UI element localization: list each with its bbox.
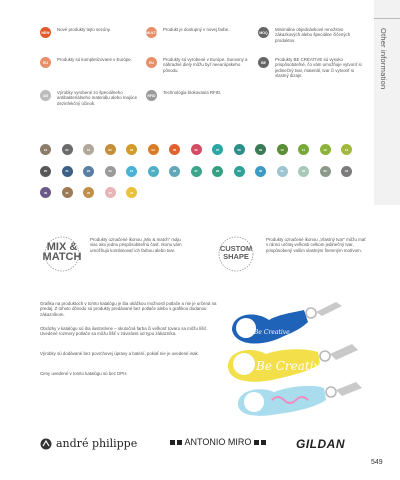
color-swatch: 16: [83, 144, 94, 155]
color-swatch: 23: [105, 166, 116, 177]
color-swatch: 40: [40, 187, 51, 198]
color-swatch: 13: [40, 144, 51, 155]
mix-match-badge: [40, 236, 84, 272]
legend-color-text: Produkt je dostupný v novej farbe.: [163, 27, 230, 32]
mix-match-label-top: MIX &: [46, 241, 78, 253]
legend-antibacterial-text: Výrobky vyrobené zo špeciálneho antibakteriálneho materiálu alebo majúce dezinfekčný účinok.: [57, 90, 138, 106]
paragraph-images: Obrázky v katalógu sú iba ilustratívne – skutočná farba či veľkosť tovaru sa môžu líšiť. Uvedené rozmery potlače sa môžu líšiť v závislosti od typu zákazníka.: [40, 326, 208, 337]
color-swatch: 43: [105, 187, 116, 198]
legend-be-creative-text: Produkty BE CREATIVE sú vysoko prispôsobiteľné, čo vám umožňuje vytvoriť si jedinečný tvar, materiál, tvar či vytvoriť si vlastný dizajn.: [275, 57, 362, 79]
rfid-icon: RFID: [146, 90, 157, 101]
antonio-miro-square-icon: [261, 440, 266, 445]
color-swatch: 34: [341, 166, 352, 177]
complete-icon: EU: [40, 57, 51, 68]
mix-match-text: Produkty označené ikonou „Mix & match" máju viac ako jednu prispôsobiteľnú časť. Ikonu vám umožňujú kombinovať ich farbou alebo tvar.: [90, 237, 182, 253]
color-swatch: 20: [40, 166, 51, 177]
color-swatch: 32: [298, 166, 309, 177]
yellow-keychain-text: Be Creative: [256, 359, 328, 373]
blue-keychain: [232, 302, 342, 344]
color-swatch: 07: [212, 144, 223, 155]
europe-icon: EU: [146, 57, 157, 68]
new-icon: NEW: [40, 27, 51, 38]
color-swatch: 30: [255, 166, 266, 177]
color-swatch: 12: [320, 144, 331, 155]
color-swatch: 03: [126, 144, 137, 155]
legend-new-text: Nové produkty tejto sezóny.: [57, 27, 111, 32]
legend-new: [40, 27, 138, 38]
color-swatch: 31: [277, 166, 288, 177]
brand-antonio-miro: [170, 437, 266, 447]
legend-moq: [258, 27, 368, 43]
color-swatch: 06: [191, 144, 202, 155]
custom-shape-label-top: CUSTOM: [219, 244, 253, 253]
legend-europe: [146, 57, 250, 73]
legend-rfid-text: Technológia blokovania RFID.: [163, 90, 222, 95]
antonio-miro-square-icon: [254, 440, 259, 445]
side-tab-divider: [374, 18, 400, 19]
legend-color: [146, 27, 250, 38]
color-swatch: 08: [234, 144, 245, 155]
color-swatch: 24: [126, 166, 137, 177]
color-swatch: 21: [62, 166, 73, 177]
moq-icon: MOQ: [258, 27, 269, 38]
legend-complete: [40, 57, 138, 68]
legend-complete-text: Produkty sú kompletizované v Európe.: [57, 57, 132, 62]
color-swatch: 22: [83, 166, 94, 177]
custom-shape-badge: [214, 236, 258, 272]
yellow-keychain: [228, 344, 358, 382]
color-swatch: 26: [169, 166, 180, 177]
paragraph-graphics: Grafika na produktoch v tomto katalógu je iba ukážkou možností potlače a nie je určená na predaj. Z tohoto dôvodu sú produkty predávané bez potlače alebo s grafikou dodanou zákazníkom.: [40, 301, 217, 317]
color-swatch: 42: [83, 187, 94, 198]
legend-antibacterial: [40, 90, 138, 106]
color-swatch: 14: [341, 144, 352, 155]
paragraph-prices: Ceny uvedené v tomto katalógu sú bez DPH.: [40, 371, 128, 376]
legend-be-creative: [258, 57, 368, 79]
color-swatch: 27: [191, 166, 202, 177]
color-swatch: 05: [169, 144, 180, 155]
legend-rfid: [146, 90, 250, 101]
color-swatch: 44: [126, 187, 137, 198]
be-creative-icon: BE: [258, 57, 269, 68]
side-tab-label: Other information: [379, 28, 388, 90]
color-swatch: 33: [320, 166, 331, 177]
color-swatch: 28: [212, 166, 223, 177]
color-swatch: 04: [148, 144, 159, 155]
color-swatch: 02: [105, 144, 116, 155]
blue-keychain-text: Be Creative: [254, 329, 290, 336]
color-swatch: 29: [234, 166, 245, 177]
andre-philippe-logo-icon: [40, 438, 52, 450]
color-swatch: 09: [255, 144, 266, 155]
brand-andre-philippe: [40, 437, 137, 450]
gildan-label: GILDAN: [296, 437, 345, 451]
antonio-miro-square-icon: [177, 440, 182, 445]
keychain-image: [224, 292, 374, 420]
antonio-miro-square-icon: [170, 440, 175, 445]
color-swatch: 11: [298, 144, 309, 155]
custom-shape-label-bottom: SHAPE: [223, 252, 249, 261]
paragraph-delivery: Výrobky sú dodávané bez povrchovej úpravy a batérií, pokiaľ nie je uvedené inak.: [40, 351, 199, 356]
antibacterial-icon: AB: [40, 90, 51, 101]
legend-moq-text: Minimálne objednávkové množstvo zákazkových alebo špeciálne čičených produktov.: [275, 27, 351, 43]
legend-europe-text: Produkty sú vyrobené v Európe. Suroviny a náhradné diely môžu byť neeurópskeho pôvodu.: [163, 57, 248, 73]
mix-match-label-bottom: MATCH: [42, 251, 82, 263]
color-swatch: 41: [62, 187, 73, 198]
brand-gildan: [296, 437, 345, 451]
antonio-miro-label: ANTONIO MIRO: [184, 437, 252, 447]
light-blue-keychain: [238, 382, 362, 416]
color-swatch: 10: [277, 144, 288, 155]
andre-philippe-label: andré philippe: [56, 437, 138, 450]
color-swatch: 25: [148, 166, 159, 177]
color-icon: MULTI: [146, 27, 157, 38]
color-swatch: 01: [62, 144, 73, 155]
page-number: 549: [371, 459, 383, 466]
custom-shape-text: Produkty označené ikonou „Vlastný tvar" môžu mať v rámci určitej veľkosti celkom jedinečný tvar, prispôsobený vašim vlastným firemným motívom.: [266, 237, 366, 253]
